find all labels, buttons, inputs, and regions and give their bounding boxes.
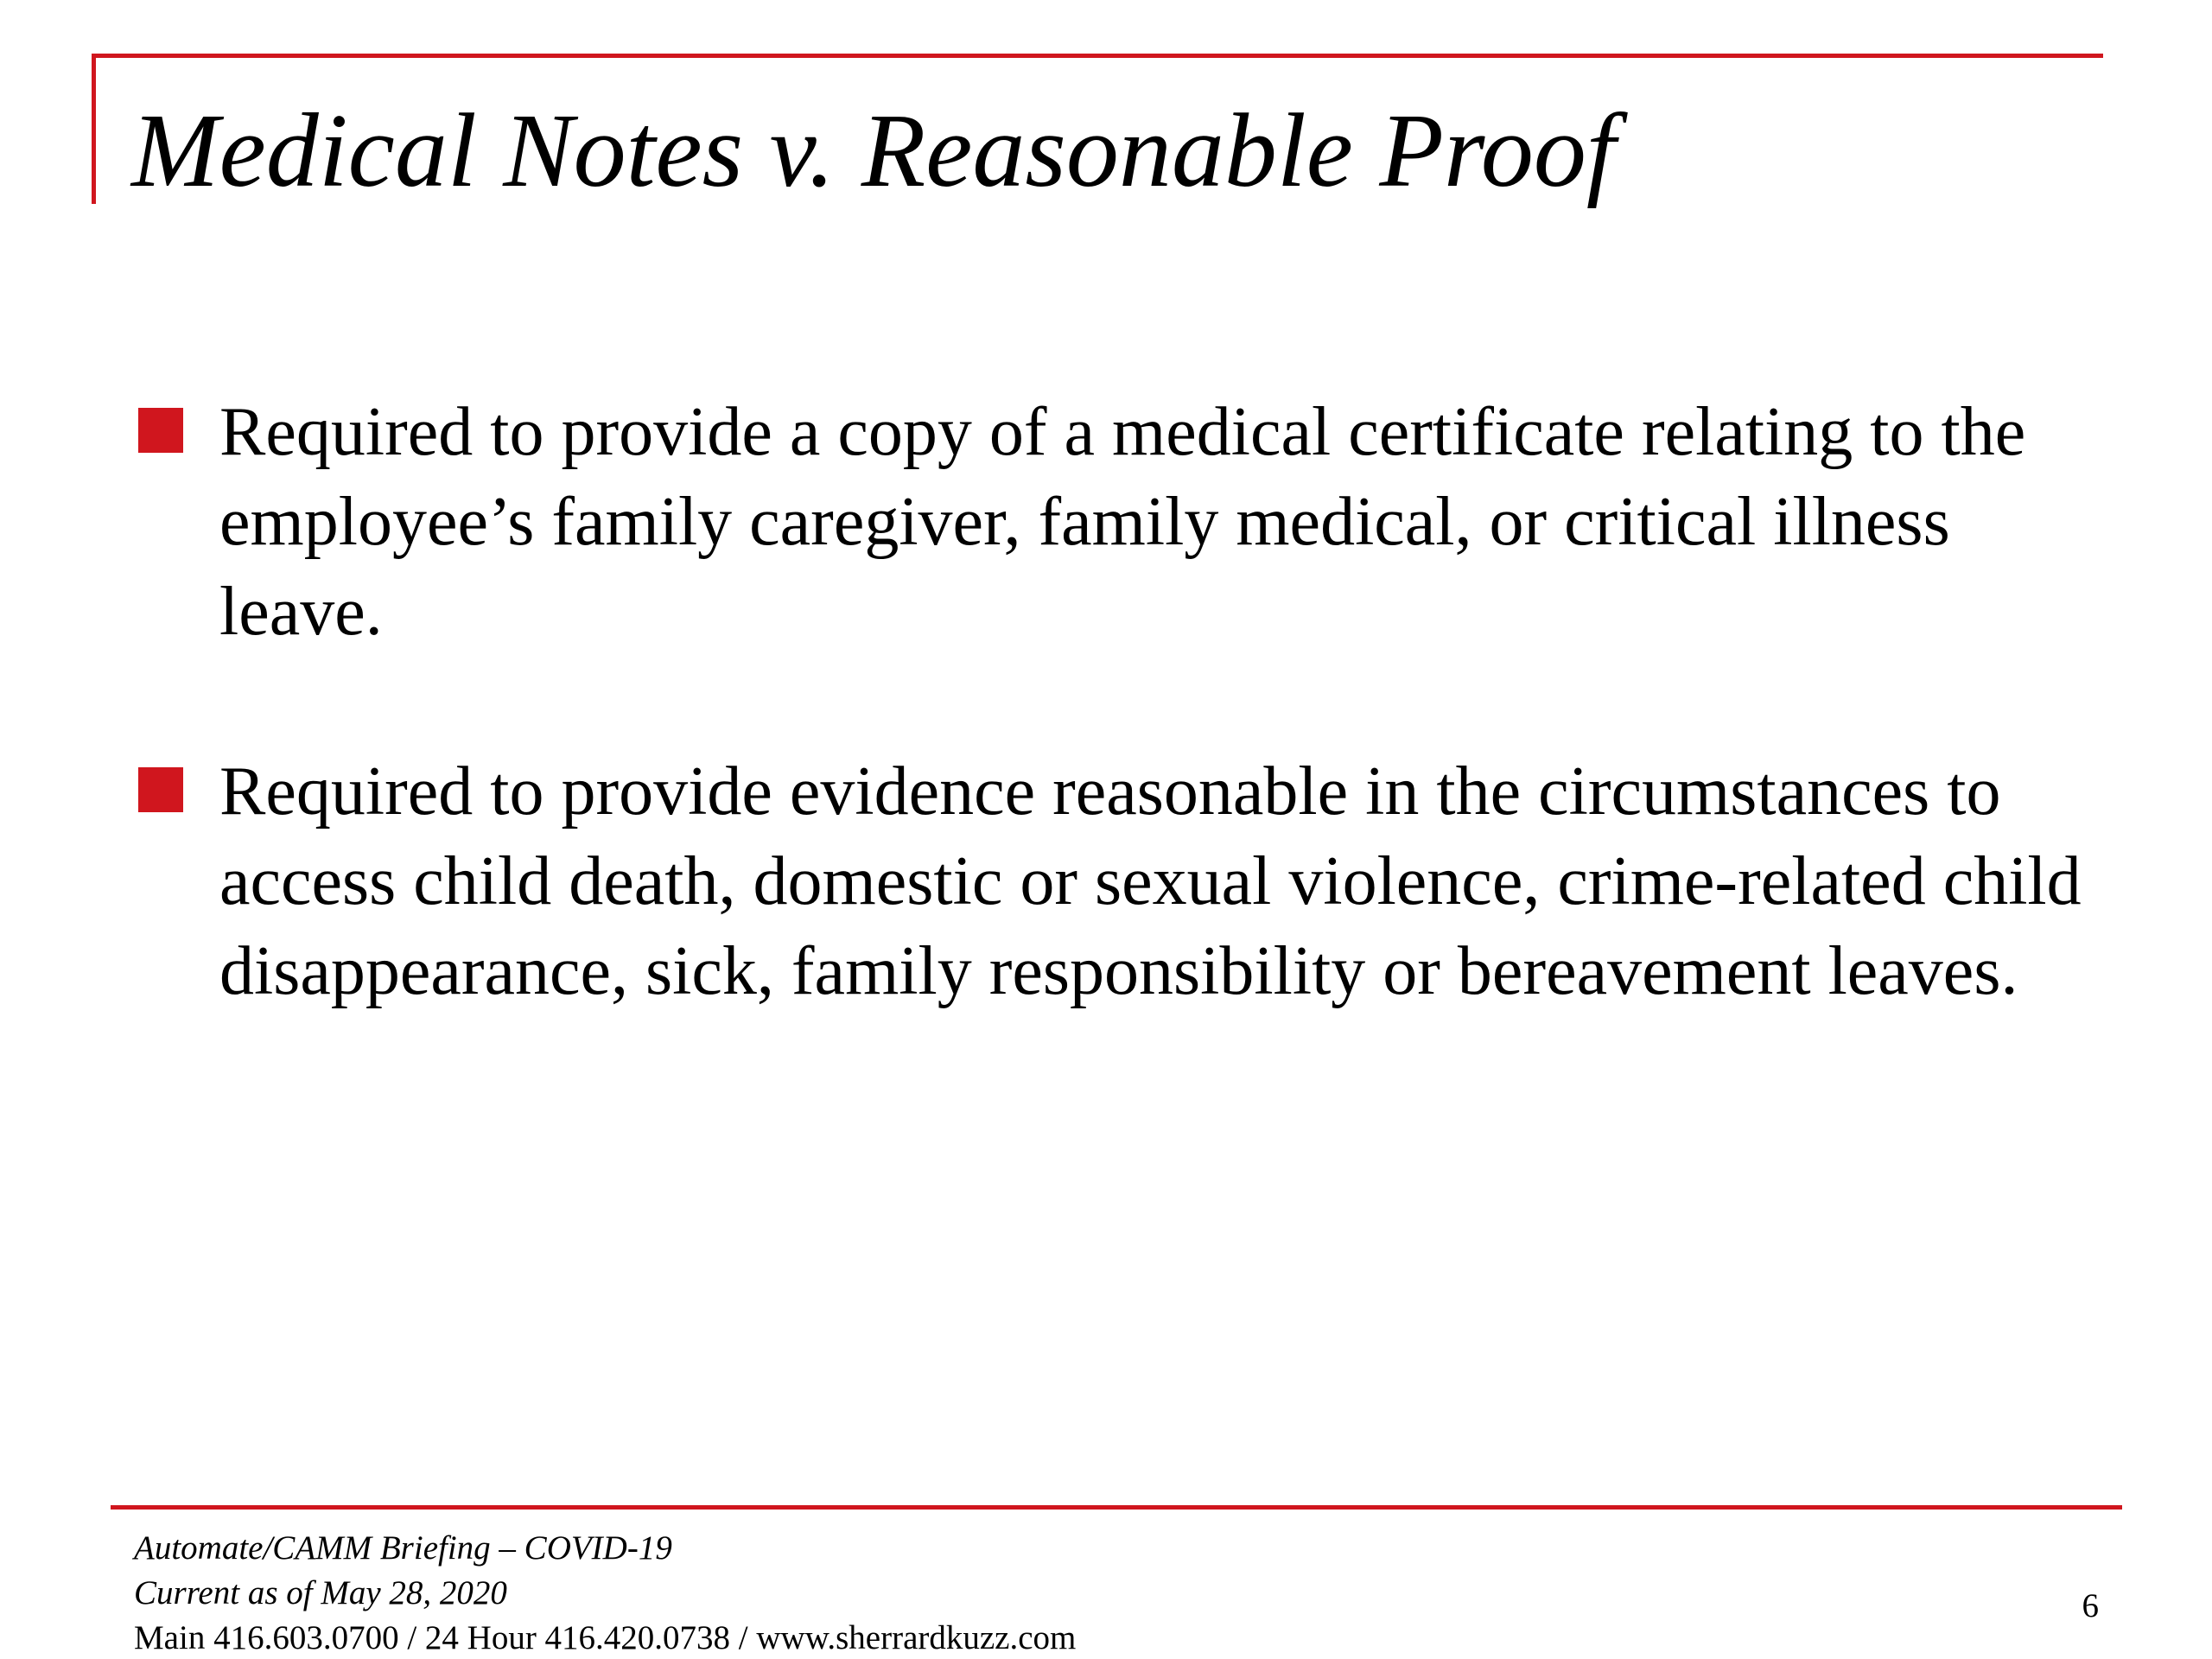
square-bullet-icon bbox=[138, 408, 183, 453]
title-frame-top-rule bbox=[92, 54, 2103, 58]
bullet-text: Required to provide evidence reasonable in the circumstances to access child death, domestic or sexual violence, crime-related child disappearance, sick, family responsibility or bereavement leaves. bbox=[219, 753, 2082, 1009]
square-bullet-icon bbox=[138, 767, 183, 812]
bullet-item bbox=[138, 387, 2091, 657]
bullet-text: Required to provide a copy of a medical certificate relating to the employee’s family caregiver, family medical, or critical illness leave. bbox=[219, 394, 2026, 650]
bullet-item bbox=[138, 747, 2091, 1016]
footer-contact: Main 416.603.0700 / 24 Hour 416.420.0738 / www.sherrardkuzz.com bbox=[134, 1619, 1077, 1656]
title-frame-left-rule bbox=[92, 54, 96, 204]
slide-title: Medical Notes v. Reasonable Proof bbox=[131, 92, 1616, 209]
footer-divider bbox=[111, 1505, 2122, 1510]
footer-briefing: Automate/CAMM Briefing – COVID-19 bbox=[134, 1529, 672, 1567]
footer-current-as-of: Current as of May 28, 2020 bbox=[134, 1574, 507, 1611]
page-number: 6 bbox=[2082, 1587, 2099, 1624]
bullet-list bbox=[138, 387, 2091, 1016]
